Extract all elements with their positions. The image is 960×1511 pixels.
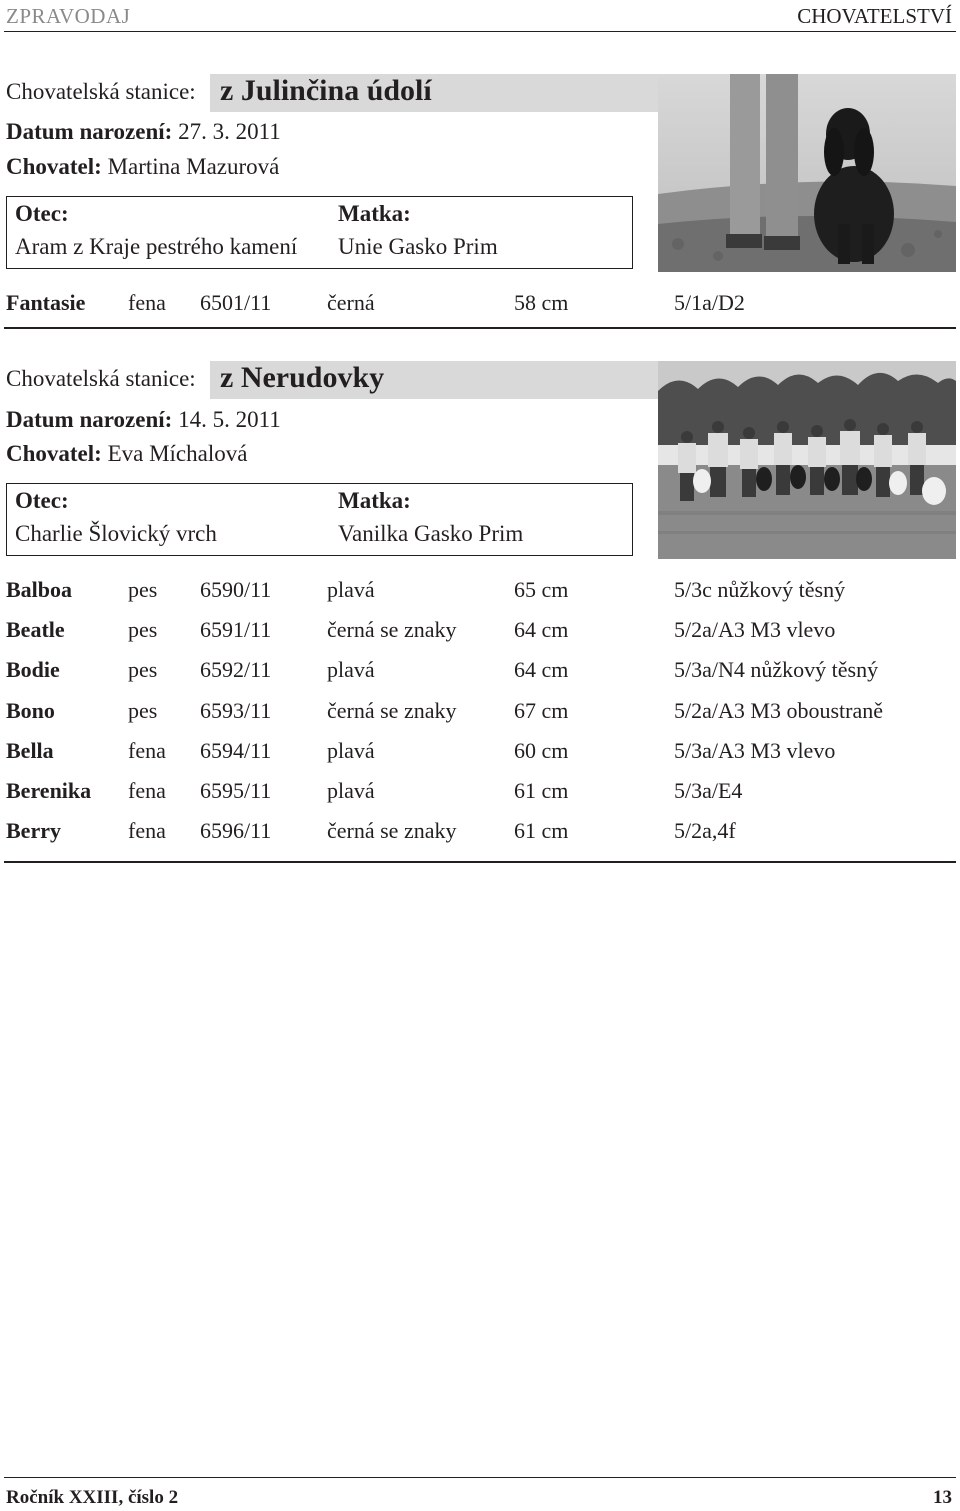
puppy-registration: 6592/11: [200, 657, 272, 682]
breeder-line: [6, 154, 279, 180]
puppy-sex: pes: [128, 698, 158, 723]
station-name: z Nerudovky: [220, 361, 385, 394]
puppy-color: černá se znaky: [327, 698, 457, 723]
birth-date-value: 14. 5. 2011: [178, 407, 281, 432]
mother-name: Unie Gasko Prim: [338, 234, 498, 259]
parents-box: [6, 483, 633, 556]
puppy-sex: pes: [128, 577, 158, 602]
puppy-name: Bodie: [6, 657, 60, 682]
puppy-sex: pes: [128, 657, 158, 682]
puppy-note: 5/3a/E4: [674, 778, 743, 803]
puppy-registration: 6596/11: [200, 818, 272, 843]
mother-label: Matka:: [338, 201, 411, 226]
birth-date-line: [6, 407, 281, 433]
puppy-color: plavá: [327, 657, 375, 682]
birth-date-label: Datum narození:: [6, 407, 173, 432]
issue-label: Ročník XXIII, číslo 2: [6, 1487, 179, 1508]
puppy-height: 58 cm: [514, 290, 569, 315]
puppy-note: 5/2a,4f: [674, 818, 736, 843]
puppy-name: Bono: [6, 698, 55, 723]
puppy-registration: 6595/11: [200, 778, 272, 803]
puppy-name: Fantasie: [6, 290, 86, 315]
puppy-note: 5/3c nůžkový těsný: [674, 577, 846, 602]
footer-rule: [4, 1477, 956, 1478]
puppy-registration: 6501/11: [200, 290, 272, 315]
puppy-registration: 6590/11: [200, 577, 272, 602]
page-number: 13: [933, 1487, 952, 1508]
puppy-name: Berry: [6, 818, 61, 843]
birth-date-value: 27. 3. 2011: [178, 119, 281, 144]
section-rule: [4, 327, 956, 329]
puppy-row: [6, 290, 946, 324]
breeder-label: Chovatel:: [6, 441, 102, 466]
puppy-row: [6, 698, 946, 732]
puppy-height: 67 cm: [514, 698, 569, 723]
running-header-left: ZPRAVODAJ: [6, 4, 131, 28]
puppy-height: 65 cm: [514, 577, 569, 602]
breeder-value: Eva Míchalová: [107, 441, 248, 466]
birth-date-label: Datum narození:: [6, 119, 173, 144]
puppy-height: 60 cm: [514, 738, 569, 763]
station-name: z Julinčina údolí: [220, 74, 432, 107]
station-label: Chovatelská stanice:: [6, 366, 196, 391]
photo-group-with-dogs: [658, 361, 956, 559]
father-label: Otec:: [15, 488, 69, 513]
puppy-registration: 6593/11: [200, 698, 272, 723]
breeder-value: Martina Mazurová: [107, 154, 280, 179]
birth-date-line: [6, 119, 281, 145]
puppy-height: 64 cm: [514, 657, 569, 682]
puppy-row: [6, 738, 946, 772]
puppy-note: 5/3a/A3 M3 vlevo: [674, 738, 836, 763]
father-name: Charlie Šlovický vrch: [15, 521, 217, 546]
puppy-name: Beatle: [6, 617, 65, 642]
puppy-sex: fena: [128, 290, 166, 315]
puppy-color: černá se znaky: [327, 818, 457, 843]
puppy-name: Balboa: [6, 577, 73, 602]
puppy-sex: fena: [128, 778, 166, 803]
puppy-row: [6, 657, 946, 691]
puppy-note: 5/3a/N4 nůžkový těsný: [674, 657, 879, 682]
puppy-color: plavá: [327, 778, 375, 803]
puppy-color: černá: [327, 290, 375, 315]
puppy-height: 64 cm: [514, 617, 569, 642]
puppy-note: 5/2a/A3 M3 vlevo: [674, 617, 836, 642]
station-label: Chovatelská stanice:: [6, 79, 196, 104]
puppy-row: [6, 617, 946, 651]
puppy-color: plavá: [327, 738, 375, 763]
mother-label: Matka:: [338, 488, 411, 513]
puppy-name: Bella: [6, 738, 54, 763]
breeder-label: Chovatel:: [6, 154, 102, 179]
puppy-row: [6, 778, 946, 812]
puppy-color: plavá: [327, 577, 375, 602]
father-label: Otec:: [15, 201, 69, 226]
father-name: Aram z Kraje pestrého kamení: [15, 234, 298, 259]
parents-box: [6, 196, 633, 269]
puppy-row: [6, 577, 946, 611]
running-header-right: CHOVATELSTVÍ: [797, 4, 952, 28]
puppy-row: [6, 818, 946, 852]
puppy-registration: 6594/11: [200, 738, 272, 763]
puppy-height: 61 cm: [514, 778, 569, 803]
header-rule: [4, 31, 956, 32]
section-rule: [4, 861, 956, 863]
puppy-height: 61 cm: [514, 818, 569, 843]
puppy-sex: fena: [128, 738, 166, 763]
puppy-note: 5/1a/D2: [674, 290, 745, 315]
puppy-sex: fena: [128, 818, 166, 843]
puppy-registration: 6591/11: [200, 617, 272, 642]
puppy-sex: pes: [128, 617, 158, 642]
puppy-name: Berenika: [6, 778, 92, 803]
mother-name: Vanilka Gasko Prim: [338, 521, 524, 546]
breeder-line: [6, 441, 247, 467]
puppy-note: 5/2a/A3 M3 oboustraně: [674, 698, 883, 723]
photo-dog-with-handler: [658, 74, 956, 272]
puppy-color: černá se znaky: [327, 617, 457, 642]
